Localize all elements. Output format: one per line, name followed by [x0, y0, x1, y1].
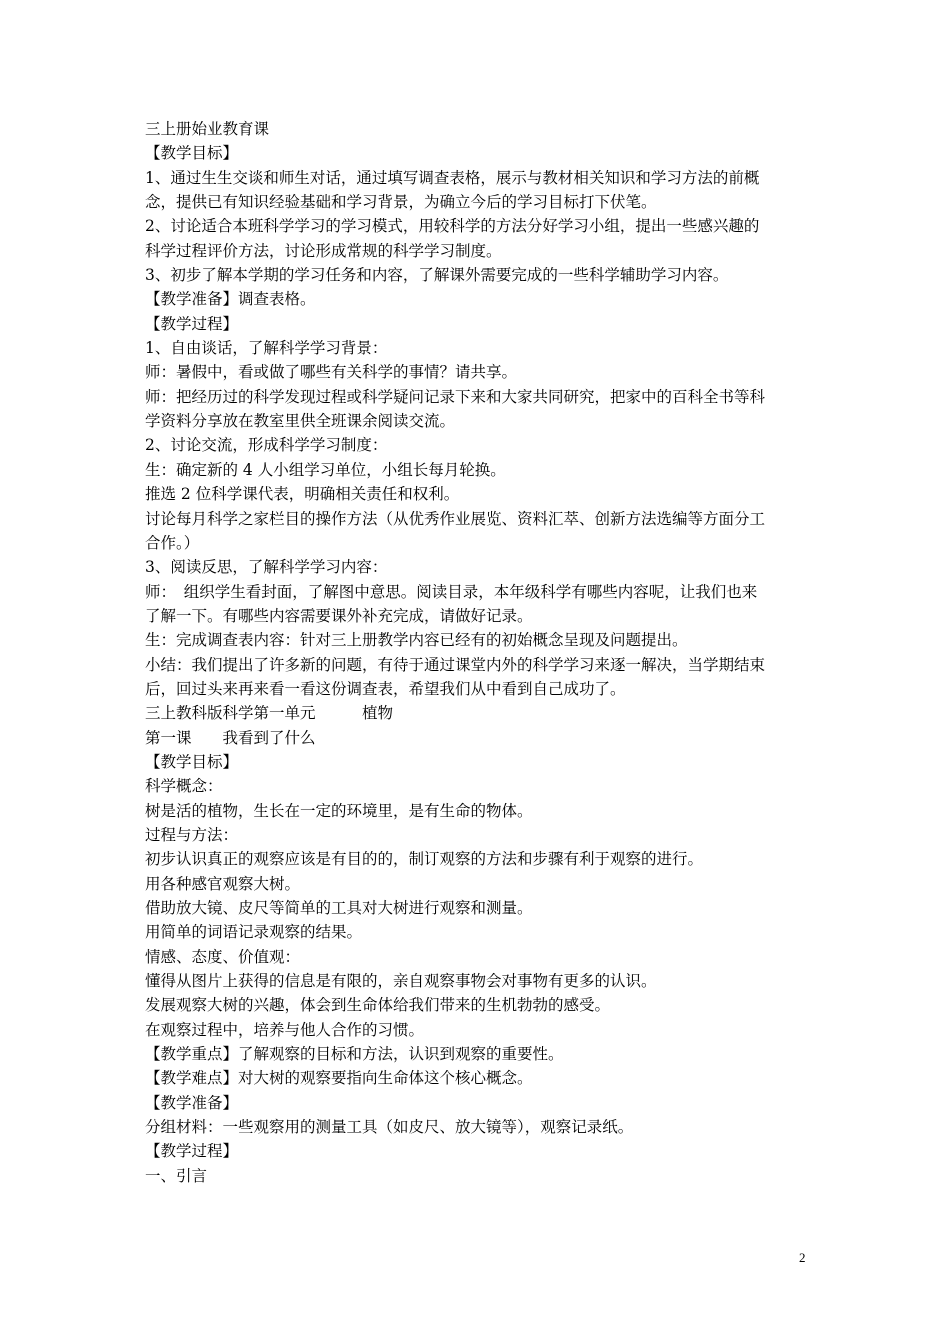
text-line: 发展观察大树的兴趣，体会到生命体给我们带来的生机勃勃的感受。 [145, 996, 611, 1015]
text-line: 3、初步了解本学期的学习任务和内容，了解课外需要完成的一些科学辅助学习内容。 [145, 266, 729, 285]
text-line: 合作。） [145, 533, 200, 552]
unit-title: 三上教科版科学第一单元 植物 [145, 704, 394, 723]
text-line: 推选 2 位科学课代表，明确相关责任和权利。 [145, 485, 460, 504]
text-line: 小结：我们提出了许多新的问题，有待于通过课堂内外的科学学习来逐一解决，当学期结束 [145, 655, 766, 674]
text-line: 师： 组织学生看封面，了解图中意思。阅读目录，本年级科学有哪些内容呢，让我们也来 [145, 582, 758, 601]
text-line: 师：把经历过的科学发现过程或科学疑问记录下来和大家共同研究，把家中的百科全书等科 [145, 387, 766, 406]
text-line: 科学过程评价方法，讨论形成常规的科学学习制度。 [145, 241, 502, 260]
document-title: 三上册始业教育课 [145, 120, 270, 138]
text-line: 讨论每月科学之家栏目的操作方法（从优秀作业展览、资料汇萃、创新方法选编等方面分工 [145, 509, 766, 528]
text-line: 情感、态度、价值观： [145, 947, 301, 966]
section-heading-objectives: 【教学目标】 [145, 752, 239, 771]
text-line: 借助放大镜、皮尺等简单的工具对大树进行观察和测量。 [145, 899, 533, 917]
section-heading-difficulties: 【教学难点】对大树的观察要指向生命体这个核心概念。 [145, 1069, 533, 1088]
text-line: 学资料分享放在教室里供全班课余阅读交流。 [145, 412, 456, 431]
section-heading-process: 【教学过程】 [145, 1142, 239, 1161]
text-line: 1、通过生生交谈和师生对话，通过填写调查表格，展示与教材相关知识和学习方法的前概 [145, 168, 760, 187]
section-heading-key-points: 【教学重点】了解观察的目标和方法，认识到观察的重要性。 [145, 1045, 564, 1064]
text-line: 科学概念： [145, 777, 223, 796]
text-line: 1、自由谈话，了解科学学习背景： [145, 339, 388, 358]
text-line: 2、讨论交流，形成科学学习制度： [145, 436, 388, 455]
section-heading-preparation: 【教学准备】 [145, 1093, 239, 1112]
text-line: 一、引言 [145, 1166, 208, 1185]
text-line: 懂得从图片上获得的信息是有限的，亲自观察事物会对事物有更多的认识。 [145, 972, 657, 991]
text-line: 在观察过程中，培养与他人合作的习惯。 [145, 1020, 425, 1039]
document-body [145, 117, 810, 1188]
text-line: 初步认识真正的观察应该是有目的的，制订观察的方法和步骤有利于观察的进行。 [145, 850, 704, 869]
text-line: 后，回过头来再来看一看这份调查表，希望我们从中看到自己成功了。 [145, 679, 626, 698]
section-heading-preparation: 【教学准备】调查表格。 [145, 290, 316, 309]
section-heading-objectives: 【教学目标】 [145, 144, 239, 163]
text-line: 2、讨论适合本班科学学习的学习模式，用较科学的方法分好学习小组，提出一些感兴趣的 [145, 217, 760, 236]
text-line: 师：暑假中，看或做了哪些有关科学的事情？请共享。 [145, 363, 518, 382]
text-line: 生：完成调查表内容：针对三上册教学内容已经有的初始概念呈现及问题提出。 [145, 631, 688, 650]
text-line: 用简单的词语记录观察的结果。 [145, 923, 363, 942]
text-line: 了解一下。有哪些内容需要课外补充完成，请做好记录。 [145, 606, 533, 625]
section-heading-process: 【教学过程】 [145, 314, 239, 333]
page-number: 2 [799, 1250, 806, 1265]
text-line: 分组材料：一些观察用的测量工具（如皮尺、放大镜等），观察记录纸。 [145, 1118, 634, 1137]
text-line: 过程与方法： [145, 825, 239, 844]
text-line: 生：确定新的 4 人小组学习单位，小组长每月轮换。 [145, 460, 506, 479]
text-line: 3、阅读反思，了解科学学习内容： [145, 558, 388, 577]
text-line: 树是活的植物，生长在一定的环境里，是有生命的物体。 [145, 801, 533, 820]
text-line: 念，提供已有知识经验基础和学习背景，为确立今后的学习目标打下伏笔。 [145, 193, 657, 212]
lesson-title: 第一课 我看到了什么 [145, 728, 316, 747]
text-line: 用各种感官观察大树。 [145, 874, 301, 893]
